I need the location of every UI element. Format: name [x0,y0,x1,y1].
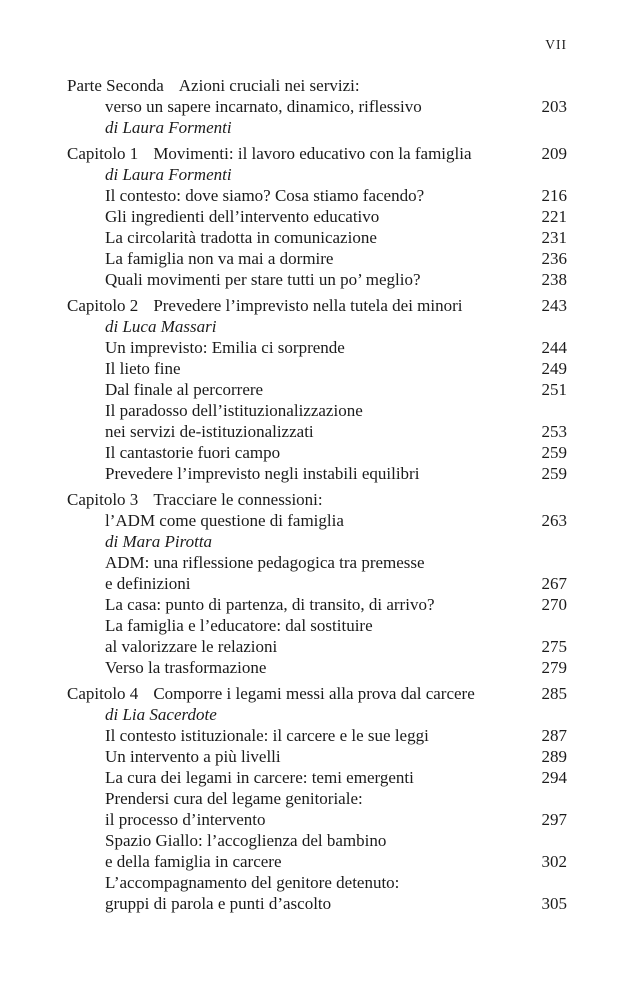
toc-section [67,489,567,678]
entry-text: al valorizzare le relazioni [105,637,278,656]
entry-text: Prevedere l’imprevisto negli instabili equilibri [105,464,420,483]
toc-row-sub [67,788,567,809]
entry-page-number: 279 [541,658,567,677]
entry-text: Il paradosso dell’istituzionalizzazione [105,401,363,420]
toc-row-sub [67,400,567,421]
entry-page-number: 221 [541,207,567,226]
toc-row-sub [67,421,567,442]
entry-text: e della famiglia in carcere [105,852,282,871]
entry-text: Movimenti: il lavoro educativo con la famiglia [153,144,472,163]
toc-row-sub [67,830,567,851]
entry-page-number: 216 [541,186,567,205]
entry-page-number: 270 [541,595,567,614]
entry-page-number: 244 [541,338,567,357]
toc-row-author [67,316,567,337]
entry-page-number: 259 [541,464,567,483]
entry-text: Verso la trasformazione [105,658,267,677]
entry-text: Gli ingredienti dell’intervento educativo [105,207,380,226]
entry-label: Capitolo 1 [67,144,139,163]
entry-text: e definizioni [105,574,191,593]
entry-page-number: 209 [541,144,567,163]
entry-text: La famiglia e l’educatore: dal sostituire [105,616,373,635]
toc-row-head [67,75,567,96]
toc-row-sub [67,725,567,746]
toc-row-cont [67,96,567,117]
entry-page-number: 263 [541,511,567,530]
entry-page-number: 249 [541,359,567,378]
entry-text: Azioni cruciali nei servizi: [178,76,360,95]
toc-row-sub [67,442,567,463]
entry-text: La cura dei legami in carcere: temi emergenti [105,768,414,787]
entry-page-number: 275 [541,637,567,656]
entry-page-number: 243 [541,296,567,315]
entry-text: di Laura Formenti [105,165,232,184]
page-folio: VII [545,37,567,52]
entry-text: Il lieto fine [105,359,181,378]
entry-text: il processo d’intervento [105,810,266,829]
toc-row-sub [67,594,567,615]
toc-row-sub [67,746,567,767]
entry-text: Tracciare le connessioni: [153,490,323,509]
toc-row-author [67,704,567,725]
entry-text: Un intervento a più livelli [105,747,281,766]
entry-page-number: 267 [541,574,567,593]
toc-row-head [67,295,567,316]
entry-text: Prendersi cura del legame genitoriale: [105,789,363,808]
entry-text: di Mara Pirotta [105,532,213,551]
entry-page-number: 251 [541,380,567,399]
toc-row-sub [67,248,567,269]
toc-row-author [67,117,567,138]
entry-text: di Luca Massari [105,317,217,336]
toc-row-sub [67,206,567,227]
toc-row-sub [67,227,567,248]
entry-text: gruppi di parola e punti d’ascolto [105,894,332,913]
entry-text: L’accompagnamento del genitore detenuto: [105,873,400,892]
toc-row-sub [67,615,567,636]
toc-row-sub [67,809,567,830]
entry-page-number: 294 [541,768,567,787]
entry-page-number: 287 [541,726,567,745]
entry-label: Capitolo 2 [67,296,139,315]
toc-row-sub [67,872,567,893]
entry-text: Il cantastorie fuori campo [105,443,281,462]
entry-text: Dal finale al percorrere [105,380,264,399]
toc-row-head [67,143,567,164]
entry-text: di Lia Sacerdote [105,705,217,724]
toc-row-sub [67,337,567,358]
entry-page-number: 305 [541,894,567,913]
entry-text: La circolarità tradotta in comunicazione [105,228,377,247]
toc-row-sub [67,185,567,206]
entry-text: La casa: punto di partenza, di transito, di arrivo? [105,595,435,614]
entry-page-number: 285 [541,684,567,703]
entry-page-number: 302 [541,852,567,871]
toc-row-sub [67,893,567,914]
toc-row-sub [67,851,567,872]
entry-text: Quali movimenti per stare tutti un po’ meglio? [105,270,421,289]
toc-row-sub [67,269,567,290]
toc-section [67,75,567,138]
entry-page-number: 238 [541,270,567,289]
entry-text: Comporre i legami messi alla prova dal carcere [153,684,475,703]
toc-row-cont [67,510,567,531]
entry-page-number: 253 [541,422,567,441]
toc-section [67,295,567,484]
entry-page-number: 259 [541,443,567,462]
entry-page-number: 297 [541,810,567,829]
toc-row-author [67,531,567,552]
entry-page-number: 231 [541,228,567,247]
entry-text: Il contesto: dove siamo? Cosa stiamo facendo? [105,186,425,205]
entry-page-number: 203 [541,97,567,116]
toc-row-head [67,489,567,510]
entry-label: Parte Seconda [67,76,164,95]
toc-list [67,75,567,914]
entry-text: nei servizi de-istituzionalizzati [105,422,314,441]
toc-row-sub [67,358,567,379]
entry-text: ADM: una riflessione pedagogica tra premesse [105,553,425,572]
entry-text: Il contesto istituzionale: il carcere e le sue leggi [105,726,429,745]
entry-text: di Laura Formenti [105,118,232,137]
toc-row-sub [67,379,567,400]
entry-text: verso un sapere incarnato, dinamico, riflessivo [105,97,422,116]
entry-text: La famiglia non va mai a dormire [105,249,334,268]
entry-label: Capitolo 3 [67,490,139,509]
entry-label: Capitolo 4 [67,684,139,703]
toc-row-sub [67,767,567,788]
entry-page-number: 236 [541,249,567,268]
entry-text: l’ADM come questione di famiglia [105,511,344,530]
toc-section [67,683,567,914]
entry-text: Un imprevisto: Emilia ci sorprende [105,338,345,357]
toc-row-sub [67,552,567,573]
toc-row-author [67,164,567,185]
toc-row-sub [67,573,567,594]
toc-row-head [67,683,567,704]
toc-row-sub [67,636,567,657]
entry-text: Prevedere l’imprevisto nella tutela dei minori [153,296,463,315]
entry-text: Spazio Giallo: l’accoglienza del bambino [105,831,387,850]
toc-row-sub [67,657,567,678]
toc-section [67,143,567,290]
entry-page-number: 289 [541,747,567,766]
toc-row-sub [67,463,567,484]
